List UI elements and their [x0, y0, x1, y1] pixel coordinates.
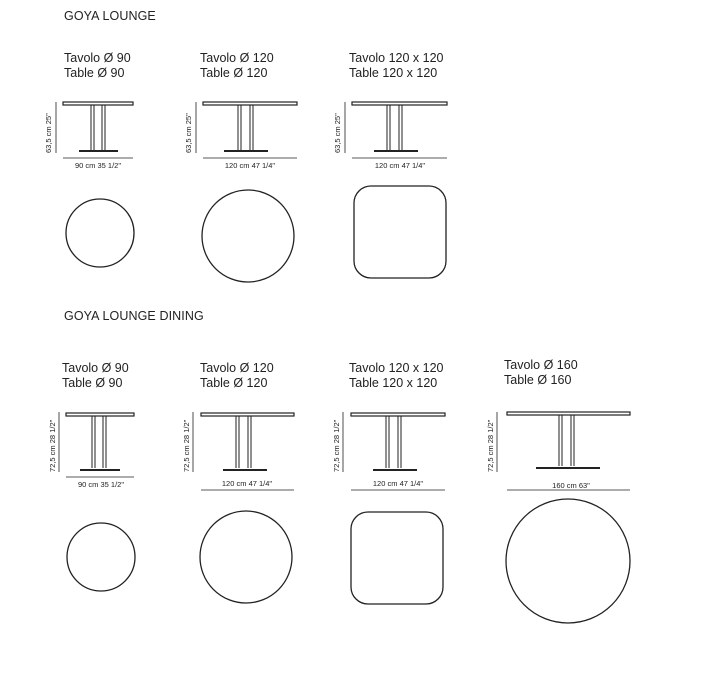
table-elevation [352, 102, 447, 151]
table-top-side [203, 102, 297, 105]
table-elevation [63, 102, 133, 151]
height-dimension-label: 72,5 cm 28 1/2" [486, 419, 495, 472]
table-top-plan [506, 499, 630, 623]
section-title-lounge-dining: GOYA LOUNGE DINING [64, 309, 204, 323]
table-top-side [66, 413, 134, 416]
table-name-it: Tavolo Ø 160 [504, 358, 578, 372]
width-dimension-label: 90 cm 35 1/2" [77, 480, 125, 489]
height-dimension-label: 72,5 cm 28 1/2" [48, 419, 57, 472]
table-top-plan [354, 186, 446, 278]
table-top-plan [200, 511, 292, 603]
table-name-it: Tavolo 120 x 120 [349, 361, 444, 375]
table-top-side [352, 102, 447, 105]
table-name-it: Tavolo Ø 120 [200, 361, 274, 375]
width-dimension-label: 120 cm 47 1/4" [224, 161, 276, 170]
table-top-plan [67, 523, 135, 591]
table-name-en: Table 120 x 120 [349, 66, 438, 80]
height-dimension-label: 63,5 cm 25" [44, 113, 53, 153]
table-name-it: Tavolo Ø 90 [62, 361, 129, 375]
table-elevation [203, 102, 297, 151]
height-dimension-label: 72,5 cm 28 1/2" [332, 419, 341, 472]
height-dimension-label: 72,5 cm 28 1/2" [182, 419, 191, 472]
table-top-side [507, 412, 630, 415]
width-dimension-label: 120 cm 47 1/4" [221, 479, 273, 488]
table-top-side [201, 413, 294, 416]
table-top-plan [351, 512, 443, 604]
height-dimension-label: 63,5 cm 25" [333, 113, 342, 153]
table-top-side [351, 413, 445, 416]
width-dimension-label: 120 cm 47 1/4" [372, 479, 424, 488]
width-dimension-label: 120 cm 47 1/4" [374, 161, 426, 170]
width-dimension-label: 160 cm 63" [552, 481, 590, 490]
table-elevation [351, 413, 445, 470]
section-title-lounge: GOYA LOUNGE [64, 9, 156, 23]
table-name-en: Table Ø 90 [64, 66, 125, 80]
table-name-it: Tavolo 120 x 120 [349, 51, 444, 65]
table-name-en: Table 120 x 120 [349, 376, 438, 390]
table-name-it: Tavolo Ø 90 [64, 51, 131, 65]
table-elevation [201, 413, 294, 470]
table-elevation [66, 413, 134, 470]
table-name-en: Table Ø 90 [62, 376, 123, 390]
table-name-en: Table Ø 120 [200, 66, 268, 80]
width-dimension-label: 90 cm 35 1/2" [74, 161, 122, 170]
table-top-plan [66, 199, 134, 267]
table-top-side [63, 102, 133, 105]
table-name-en: Table Ø 120 [200, 376, 268, 390]
height-dimension-label: 63,5 cm 25" [184, 113, 193, 153]
table-name-it: Tavolo Ø 120 [200, 51, 274, 65]
table-name-en: Table Ø 160 [504, 373, 572, 387]
table-top-plan [202, 190, 294, 282]
table-elevation [507, 412, 630, 468]
